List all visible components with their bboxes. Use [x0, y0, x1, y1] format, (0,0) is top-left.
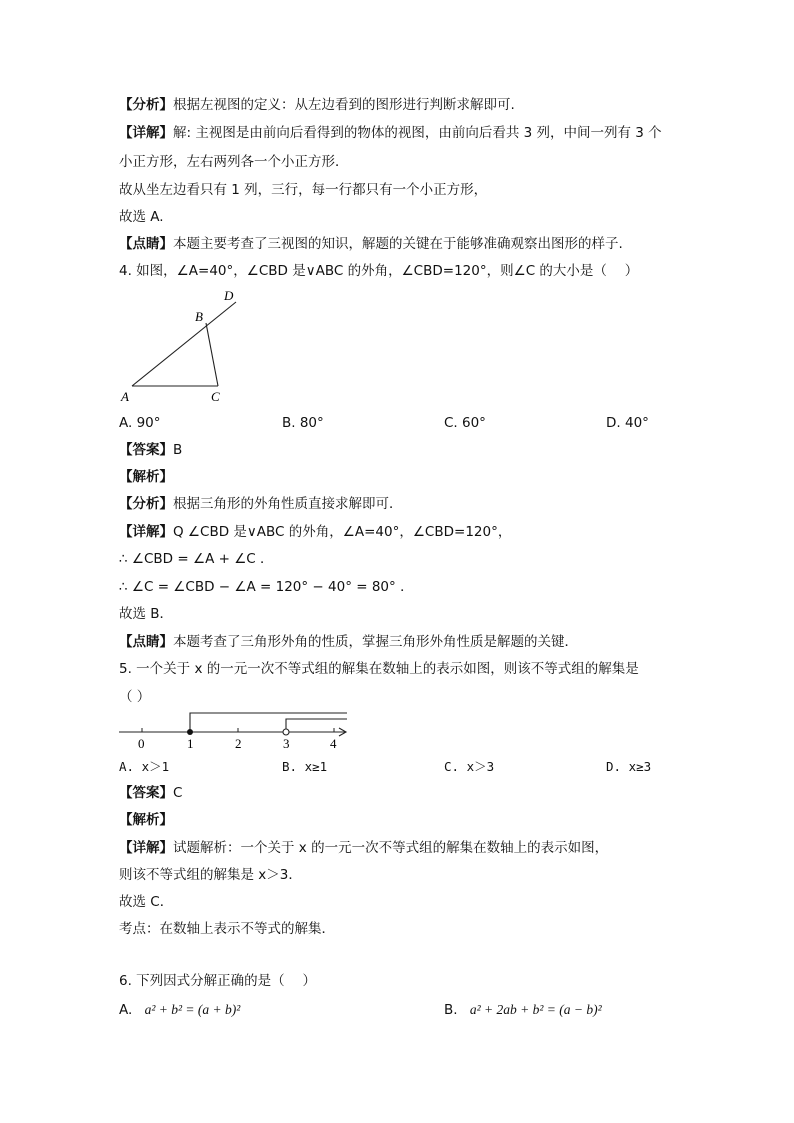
q3-analysis	[119, 96, 515, 114]
q5-option-b: B. x≥1	[282, 759, 328, 774]
answer-tag: 【答案】	[119, 785, 173, 801]
q4-stem: 4. 如图，∠A=40°，∠CBD 是∨ABC 的外角，∠CBD=120°，则∠C 的大小是（ ）	[119, 263, 639, 279]
q5-option-d: D. x≥3	[606, 759, 652, 774]
q5-answer	[119, 784, 182, 802]
open-point-3	[283, 729, 289, 735]
q3-choose: 故选 A.	[119, 209, 164, 225]
q4-option-b: B. 80°	[282, 415, 324, 431]
q4-comment	[119, 633, 578, 651]
q6-stem: 6. 下列因式分解正确的是（ ）	[119, 973, 316, 989]
answer-value: C	[173, 785, 183, 801]
analysis-tag: 【分析】	[119, 97, 173, 113]
option-b-expression: a² + 2ab + b² = (a − b)²	[469, 1002, 602, 1017]
detail-text: 解: 主视图是由前向后看得到的物体的视图，由前向后看共 3 列，中间一列有 3 个	[173, 125, 662, 141]
detail-tag: 【详解】	[119, 840, 173, 856]
q5-choose: 故选 C．	[119, 894, 174, 910]
tick-label-0: 0	[138, 736, 145, 751]
q4-choose: 故选 B．	[119, 606, 174, 622]
q3-detail-line2: 小正方形，左右两列各一个小正方形．	[119, 154, 349, 170]
tick-label-1: 1	[187, 736, 194, 751]
answer-tag: 【答案】	[119, 442, 173, 458]
q4-step2: ∴ ∠C = ∠CBD − ∠A = 120° − 40° = 80° ．	[119, 579, 414, 595]
q4-jiexi-heading: 【解析】	[119, 469, 173, 485]
q5-detail-line1	[119, 839, 608, 857]
bracket-x-gt-3	[286, 719, 347, 732]
comment-text: 本题考查了三角形外角的性质，掌握三角形外角性质是解题的关键．	[173, 634, 578, 650]
segment-ad	[132, 302, 236, 386]
label-c: C	[211, 389, 220, 404]
label-d: D	[224, 288, 234, 303]
detail-text: 试题解析：一个关于 x 的一元一次不等式组的解集在数轴上的表示如图，	[173, 840, 609, 856]
q3-detail-line1	[119, 124, 662, 142]
analysis-tag: 【分析】	[119, 496, 173, 512]
tick-label-3: 3	[283, 736, 290, 751]
q5-option-c: C. x＞3	[444, 759, 495, 774]
tick-label-4: 4	[330, 736, 337, 751]
q6-option-b	[444, 1001, 602, 1019]
option-a-label: A.	[119, 1002, 133, 1018]
segment-bc	[206, 323, 218, 386]
q4-option-d: D. 40°	[606, 415, 649, 431]
comment-tag: 【点睛】	[119, 236, 173, 252]
q5-number-line	[115, 708, 355, 753]
q4-triangle-figure	[110, 285, 260, 410]
q5-jiexi-heading: 【解析】	[119, 812, 173, 828]
detail-tag: 【详解】	[119, 125, 173, 141]
q5-stem-line1: 5. 一个关于 x 的一元一次不等式组的解集在数轴上的表示如图，则该不等式组的解集是	[119, 661, 639, 677]
tick-label-2: 2	[235, 736, 242, 751]
q4-step1: ∴ ∠CBD = ∠A + ∠C ．	[119, 551, 274, 567]
q5-kaodian: 考点：在数轴上表示不等式的解集．	[119, 921, 335, 937]
option-a-expression: a² + b² = (a + b)²	[144, 1002, 241, 1017]
q3-comment	[119, 235, 623, 253]
option-b-label: B.	[444, 1002, 458, 1018]
detail-text: Q ∠CBD 是∨ABC 的外角，∠A=40°，∠CBD=120°，	[173, 524, 512, 540]
label-b: B	[195, 309, 203, 324]
q5-detail-line2: 则该不等式组的解集是 x＞3．	[119, 867, 302, 883]
q4-answer	[119, 441, 182, 459]
bracket-x-ge-1	[190, 713, 347, 732]
comment-tag: 【点睛】	[119, 634, 173, 650]
q4-analysis	[119, 495, 403, 513]
closed-point-1	[187, 729, 193, 735]
q5-stem-line2: （ ）	[119, 689, 151, 705]
analysis-text: 根据左视图的定义：从左边看到的图形进行判断求解即可.	[173, 97, 515, 113]
label-a: A	[121, 389, 129, 404]
q5-option-a: A. x＞1	[119, 759, 170, 774]
q4-detail	[119, 523, 511, 541]
q3-detail-line3: 故从坐左边看只有 1 列，三行，每一行都只有一个小正方形，	[119, 182, 488, 198]
q4-option-a: A. 90°	[119, 415, 161, 431]
detail-tag: 【详解】	[119, 524, 173, 540]
q4-option-c: C. 60°	[444, 415, 486, 431]
q6-option-a	[119, 1001, 240, 1019]
answer-value: B	[173, 442, 183, 458]
comment-text: 本题主要考查了三视图的知识，解题的关键在于能够准确观察出图形的样子.	[173, 236, 623, 252]
analysis-text: 根据三角形的外角性质直接求解即可．	[173, 496, 403, 512]
